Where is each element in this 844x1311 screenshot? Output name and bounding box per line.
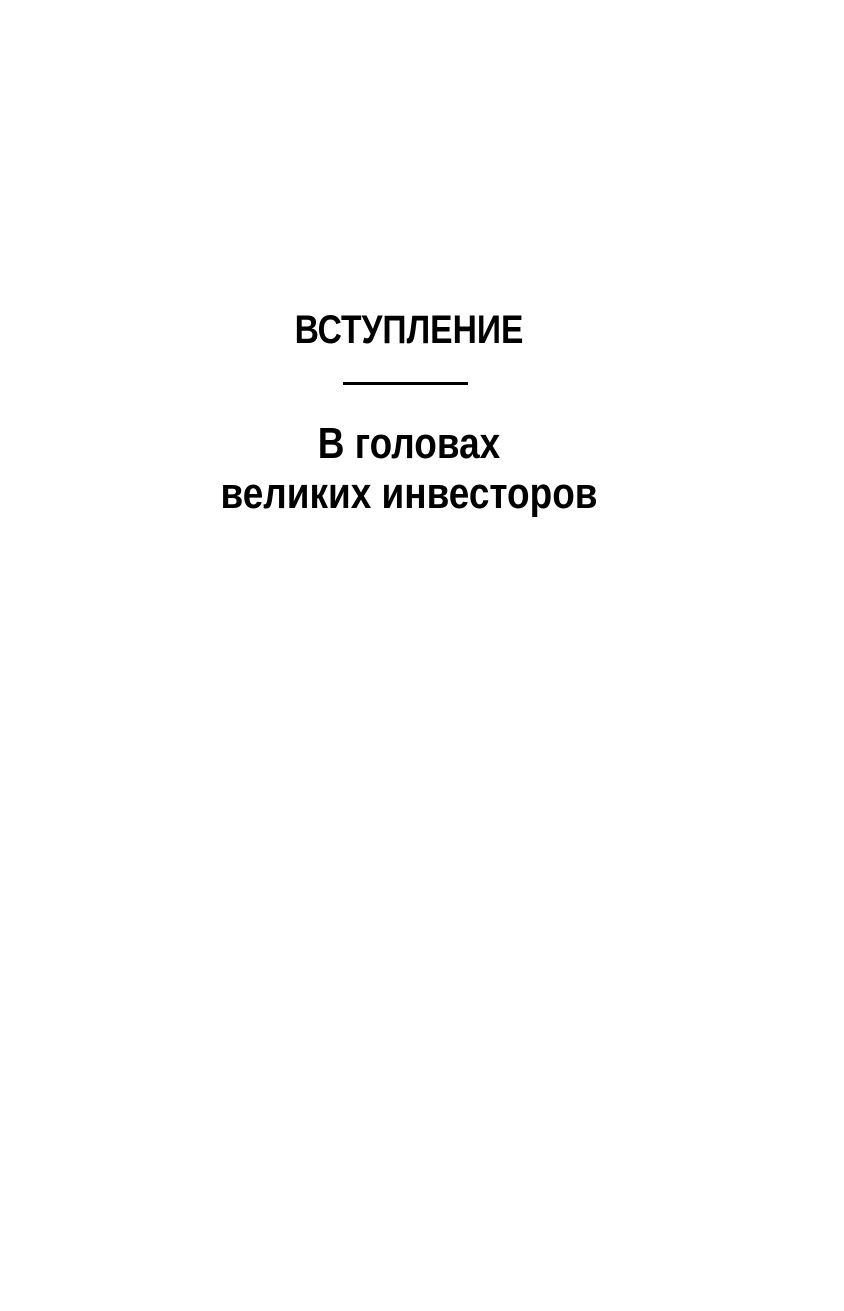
chapter-title: [65, 419, 752, 519]
chapter-title-line-1: В головах: [317, 419, 501, 468]
section-heading: ВСТУПЛЕНИЕ: [294, 308, 524, 352]
divider-rule: [343, 382, 468, 385]
chapter-title-line-2: великих инвесторов: [220, 469, 598, 518]
